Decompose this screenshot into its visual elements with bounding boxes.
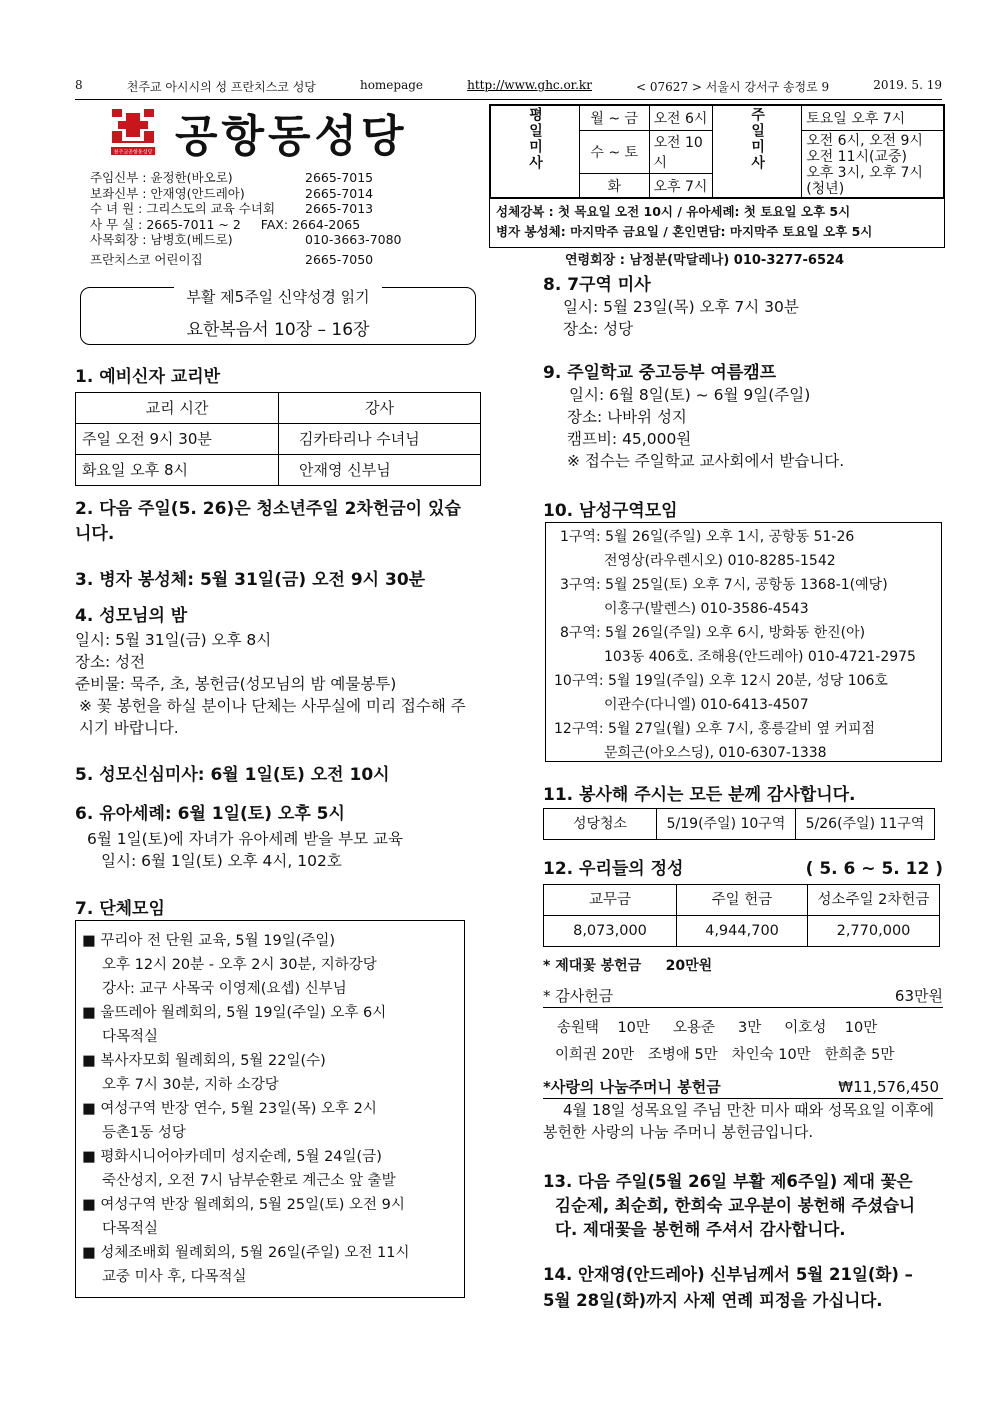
address: < 07627 > 서울시 강서구 송정로 9 [636, 80, 830, 94]
mass-notes: 성체강복 : 첫 목요일 오전 10시 / 유아세례: 첫 토요일 오후 5시 병자 봉성체: 마지막주 금요일 / 혼인면담: 마지막주 토요일 오후 5시 [490, 197, 944, 246]
issue-date: 2019. 5. 19 [873, 78, 942, 92]
list-item: ■ 성체조배회 월례회의, 5월 26일(주일) 오전 11시 교중 미사 후, 다목적실 [82, 1245, 410, 1285]
section-6: 6. 유아세례: 6월 1일(토) 오후 5시 6월 1일(토)에 자녀가 유아세례 받을 부모 교육 일시: 6월 1일(토) 오후 4시, 102호 [75, 804, 403, 870]
group-meetings-box [75, 920, 465, 1298]
list-item: ■ 울뜨레아 월례회의, 5월 19일(주일) 오후 6시 다목적실 [82, 1005, 387, 1045]
section-11: 11. 봉사해 주시는 모든 분께 감사합니다. 성당청소 5/19(주일) 10구역 5/26(주일) 11구역 [543, 784, 943, 840]
section-9: 9. 주일학교 중고등부 여름캠프 일시: 6월 8일(토) ~ 6월 9일(주일) 장소: 나바위 성지 캠프비: 45,000원 ※ 접수는 주일학교 교사회에서 받습니다. [543, 363, 845, 470]
staff-row: 프란치스코 어린이집 2665-7050 [90, 251, 374, 267]
section-12: 12. 우리들의 정성 ( 5. 6 ~ 5. 12 ) 교무금 주일 헌금 성소주일 2차헌금 8,073,000 4,944,700 2,770,000 * 제대꽃 봉헌금 20만원 * 감사헌금 63만원 송원택 10만 오용준 3만 이호성 10만 이희권 20만 조병애 5만 차인숙 10만 한희춘 5만 *사랑의 나눔주머니 봉헌금 ₩11,576,450 4월 18일 성목요일 주님 만찬 미사 때와 성목요일 이후에 봉헌한 사랑의 나눔 주머니 봉헌금입니다. [543, 859, 943, 1141]
homepage-label: homepage [359, 78, 424, 92]
section-8: 8. 7구역 미사 일시: 5월 23일(목) 오후 7시 30분 장소: 성당 [543, 275, 799, 338]
staff-row: 보좌신부 : 안재영(안드레아) 2665-7014 [90, 185, 374, 201]
homepage-link[interactable]: http://www.ghc.or.kr [467, 78, 592, 92]
list-item: ■ 꾸리아 전 단원 교육, 5월 19일(주일) 오후 12시 20분 - 오후 2시 30분, 지하강당 강사: 교구 사목국 이영제(요셉) 신부님 [82, 933, 377, 997]
svg-text:천주교공항동성당: 천주교공항동성당 [113, 149, 153, 156]
list-item: ■ 복사자모회 월례회의, 5월 22일(수) 오후 7시 30분, 지하 소강당 [82, 1053, 326, 1093]
section-14: 14. 안재영(안드레아) 신부님께서 5월 21일(화) – 5월 28일(화)까지 사제 연례 피정을 가십니다. [543, 1265, 913, 1310]
staff-list [90, 170, 420, 267]
page-header [75, 78, 942, 100]
mass-schedule: 평일미사 월 ~ 금 오전 6시 주일미사 토요일 오후 7시 수 ~ 토 오전 10시 오전 6시, 오전 9시 오전 11시(교중) 오후 3시, 오후 7시(청년) 화 오후 7시 성체강복 : 첫 목요일 오전 10시 / 유아세례: 첫 토요일 오후 5시 병자 봉성체: 마지막주 금요일 / 혼인면담: 마지막주 토요일 오후 5시 [489, 104, 945, 248]
parish-logo [108, 103, 158, 157]
section-10: 10. 남성구역모임 [543, 501, 678, 521]
staff-row: 사 무 실 : 2665-7011 ~ 2 FAX: 2664-2065 [90, 216, 361, 232]
parish-org: 천주교 아시시의 성 프란치스코 성당 [126, 80, 316, 94]
section-3: 3. 병자 봉성체: 5월 31일(금) 오전 9시 30분 [75, 570, 426, 590]
staff-row: 주임신부 : 윤정한(바오로) 2665-7015 [90, 170, 374, 185]
love-pouch-line: *사랑의 나눔주머니 봉헌금 ₩11,576,450 [543, 1076, 943, 1099]
list-item: ■ 평화시니어아카데미 성지순례, 5월 24일(금) 죽산성지, 오전 7시 남부순환로 계근소 앞 출발 [82, 1149, 396, 1189]
section-4: 4. 성모님의 밤 일시: 5월 31일(금) 오후 8시 장소: 성전 준비물: 묵주, 초, 봉헌금(성모님의 밤 예물봉투) ※ 꽃 봉헌을 하실 분이나 단체는 사무실에 미리 접수해 주시기 바랍니다. [75, 606, 466, 737]
list-item: ■ 여성구역 반장 연수, 5월 23일(목) 오후 2시 등촌1동 성당 [82, 1101, 377, 1141]
staff-row: 수 녀 원 : 그리스도의 교육 수녀회 2665-7013 [90, 201, 374, 216]
bible-reading-box: 부활 제5주일 신약성경 읽기 요한복음서 10장 – 16장 [80, 287, 476, 345]
yeonhap-head: 연령회장 : 남정분(막달레나) 010-3277-6524 [565, 253, 845, 268]
sunday-mass-label: 주일미사 [713, 106, 802, 199]
list-item: ■ 여성구역 반장 월례회의, 5월 25일(토) 오전 9시 다목적실 [82, 1197, 405, 1237]
section-13: 13. 다음 주일(5월 26일 부활 제6주일) 제대 꽃은 김순제, 최순희, 한희숙 교우분이 봉헌해 주셨습니 다. 제대꽃을 봉헌해 주셔서 감사합니다. [543, 1172, 916, 1239]
men-district-box: 1구역: 5월 26일(주일) 오후 1시, 공항동 51-26 전영상(라우렌시오) 010-8285-1542 3구역: 5월 25일(토) 오후 7시, 공항동 1368-1(예당) 이홍구(발렌스) 010-3586-4543 8구역: 5월 26일(주일) 오후 6시, 방화동 한진(아) 103동 406호. 조해용(안드레아) 010-4721-2975 10구역: 5월 19일(주일) 오후 12시 20분, 성당 106호 이관수(다니엘) 010-6413-4507 12구역: 5월 27일(월) 오후 7시, 홍릉갈비 옆 커피점 문희근(아오스딩), 010-6307-1338 [545, 522, 942, 762]
page-number: 8 [75, 78, 83, 92]
weekday-mass-label: 평일미사 [491, 106, 580, 199]
parish-title: 공항동성당 [175, 111, 408, 162]
section-5: 5. 성모신심미사: 6월 1일(토) 오전 10시 [75, 765, 390, 785]
section-7: 7. 단체모임 [75, 899, 165, 919]
staff-row: 사목회장 : 남병호(베드로) 010-3663-7080 [90, 232, 402, 247]
section-2: 2. 다음 주일(5. 26)은 청소년주일 2차헌금이 있습니다. [75, 499, 461, 544]
offering-table: 교무금 주일 헌금 성소주일 2차헌금 8,073,000 4,944,700 2,770,000 [543, 884, 940, 947]
thanks-line: * 감사헌금 63만원 [543, 985, 943, 1008]
volunteer-table: 성당청소 5/19(주일) 10구역 5/26(주일) 11구역 [543, 808, 935, 840]
catechism-table: 교리 시간 강사 주일 오전 9시 30분 김카타리나 수녀님 화요일 오후 8시 안재영 신부님 [75, 392, 481, 486]
section-1: 1. 예비신자 교리반 교리 시간 강사 주일 오전 9시 30분 김카타리나 수녀님 화요일 오후 8시 안재영 신부님 [75, 366, 485, 486]
